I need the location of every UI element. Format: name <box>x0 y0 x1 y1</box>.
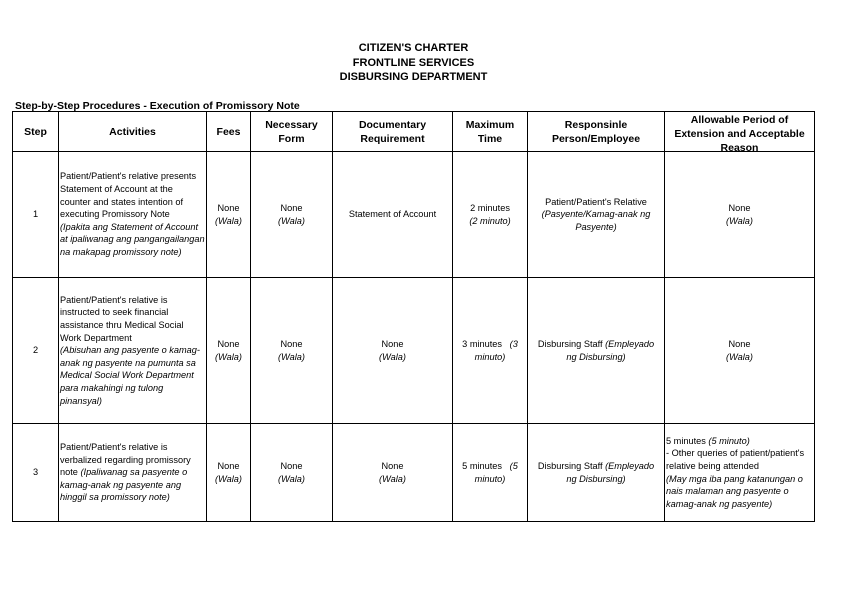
time-cell: 5 minutes (5 minuto) <box>453 424 528 522</box>
activity-cell: Patient/Patient's relative presents Statement of Account at the counter and states intention of executing Promissory Note (Ipakita ang Statement of Account at ipaliwanag ang pangangailangan na makapag promissory note) <box>59 152 207 278</box>
procedure-table <box>12 111 815 522</box>
table-row <box>13 278 815 424</box>
step-number: 1 <box>13 152 59 278</box>
header-activities: Activities <box>59 112 207 152</box>
table-row <box>13 424 815 522</box>
header-necessary-form: Necessary Form <box>251 112 333 152</box>
fees-cell: None (Wala) <box>207 278 251 424</box>
requirement-cell: Statement of Account <box>333 152 453 278</box>
requirement-cell: None (Wala) <box>333 424 453 522</box>
extension-cell: 5 minutes (5 minuto) - Other queries of patient/patient's relative being attended (May mga iba pang katanungan o nais malaman ang pasyente o kamag-anak ng pasyente) <box>665 424 815 522</box>
header-step: Step <box>13 112 59 152</box>
person-cell: Disbursing Staff (Empleyado ng Disbursing) <box>528 424 665 522</box>
table-row <box>13 152 815 278</box>
procedure-title: Step-by-Step Procedures - Execution of Promissory Note <box>15 100 300 112</box>
extension-cell: None (Wala) <box>665 152 815 278</box>
requirement-cell: None (Wala) <box>333 278 453 424</box>
document-header <box>0 41 842 85</box>
services-title: FRONTLINE SERVICES <box>352 56 475 69</box>
activity-cell: Patient/Patient's relative is instructed to seek financial assistance thru Medical Social Work Department (Abisuhan ang pasyente o kamag-anak ng pasyente na pumunta sa Medical Social Work Department para makahingi ng tulong pinansyal) <box>59 278 207 424</box>
activity-cell: Patient/Patient's relative is verbalized regarding promissory note (Ipaliwanag sa pasyente o kamag-anak ng pasyente ang hinggil sa promissory note) <box>59 424 207 522</box>
time-cell: 3 minutes (3 minuto) <box>453 278 528 424</box>
step-number: 3 <box>13 424 59 522</box>
fees-cell: None (Wala) <box>207 424 251 522</box>
time-cell: 2 minutes (2 minuto) <box>453 152 528 278</box>
step-number: 2 <box>13 278 59 424</box>
header-allowable-extension: Allowable Period of Extension and Acceptable Reason <box>665 112 815 152</box>
form-cell: None (Wala) <box>251 424 333 522</box>
header-fees: Fees <box>207 112 251 152</box>
person-cell: Patient/Patient's Relative (Pasyente/Kamag-anak ng Pasyente) <box>528 152 665 278</box>
table-header-row <box>13 112 815 152</box>
extension-cell: None (Wala) <box>665 278 815 424</box>
department-title: DISBURSING DEPARTMENT <box>339 71 488 83</box>
person-cell: Disbursing Staff (Empleyado ng Disbursing) <box>528 278 665 424</box>
header-documentary-requirement: Documentary Requirement <box>333 112 453 152</box>
charter-title: CITIZEN'S CHARTER <box>358 42 469 54</box>
form-cell: None (Wala) <box>251 152 333 278</box>
header-responsible-person: Responsinle Person/Employee <box>528 112 665 152</box>
header-maximum-time: Maximum Time <box>453 112 528 152</box>
form-cell: None (Wala) <box>251 278 333 424</box>
fees-cell: None (Wala) <box>207 152 251 278</box>
